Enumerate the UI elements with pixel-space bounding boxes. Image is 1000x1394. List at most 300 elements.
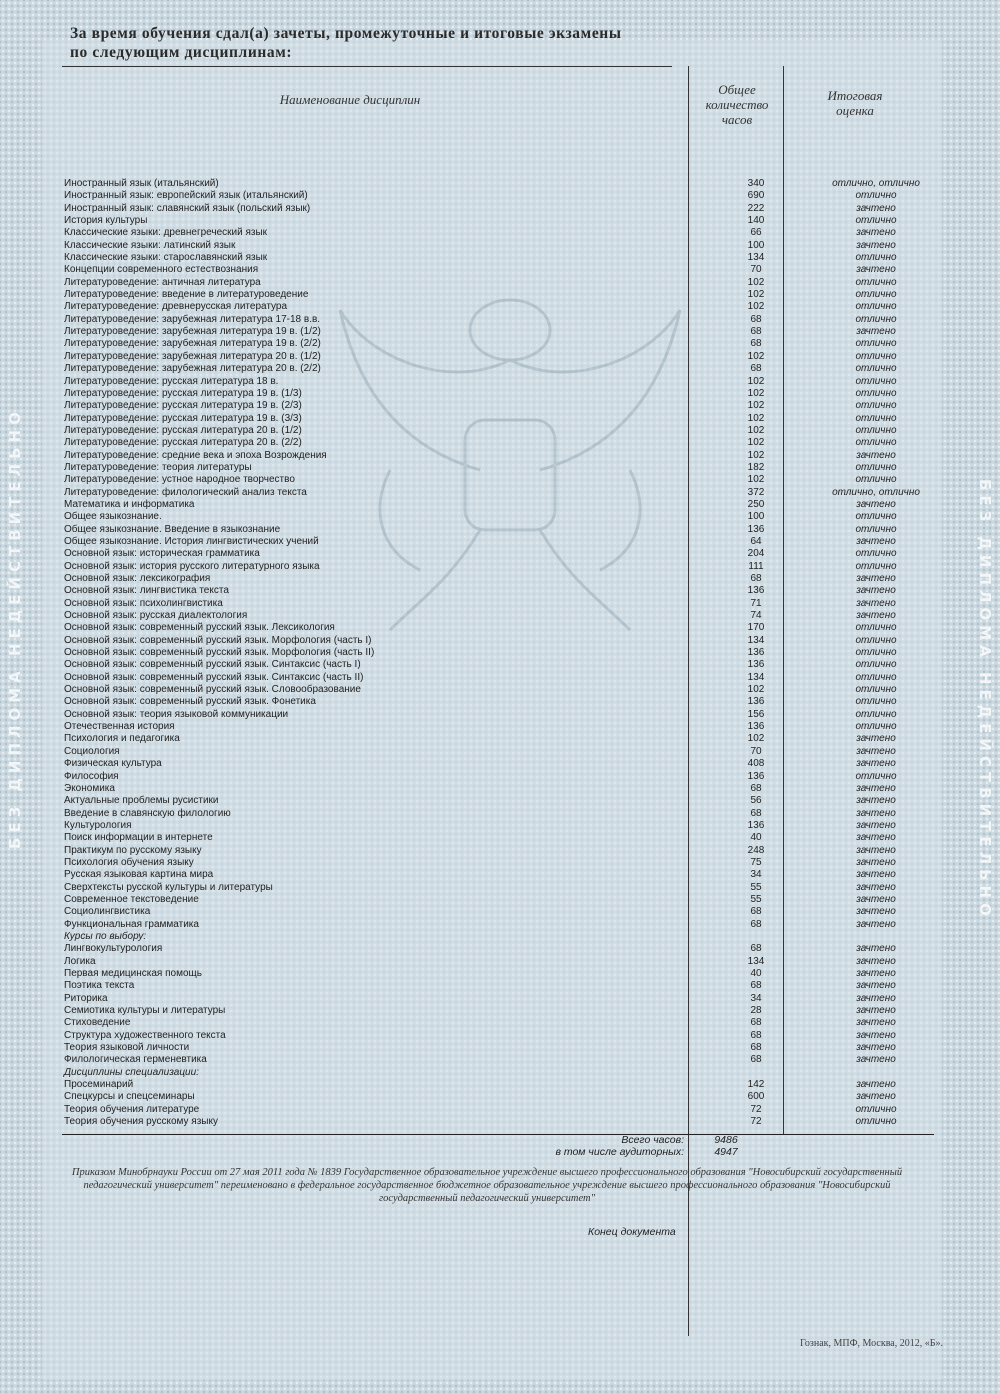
discipline-grade: отлично xyxy=(855,634,897,646)
discipline-hours: 102 xyxy=(747,437,765,449)
discipline-grade: зачтено xyxy=(856,1054,896,1066)
discipline-grade: зачтено xyxy=(856,326,896,338)
discipline-hours: 40 xyxy=(750,968,762,979)
discipline-grade: отлично xyxy=(855,647,897,659)
table-row xyxy=(64,968,924,980)
side-text-left: БЕЗ ДИПЛОМА НЕДЕЙСТВИТЕЛЬНО xyxy=(6,407,24,849)
renaming-footnote: Приказом Минобрнауки России от 27 мая 2011 года № 1839 Государственное образовательное учреждение высшего профессионального образования "Новосибирский государственный педагогический университет" переименовано в федеральное государственное бюджетное образовательное учреждение высшего профессионального образования "Новосибирский государственный педагогический университет" xyxy=(71,1167,903,1204)
table-row xyxy=(64,808,924,820)
discipline-name: Практикум по русскому языку xyxy=(64,844,202,856)
discipline-hours: 102 xyxy=(747,350,765,362)
discipline-name: Дисциплины специализации: xyxy=(64,1066,199,1078)
discipline-grade: зачтено xyxy=(856,610,896,622)
discipline-hours: 134 xyxy=(747,955,765,967)
discipline-name: Иностранный язык (итальянский) xyxy=(64,178,219,189)
discipline-name: Психология обучения языку xyxy=(64,856,194,868)
discipline-name: Культурология xyxy=(64,819,132,831)
discipline-name: Литературоведение: русская литература 19 в. (1/3) xyxy=(64,387,302,399)
discipline-hours: 156 xyxy=(747,708,765,720)
discipline-hours: 56 xyxy=(750,795,762,807)
discipline-hours: 70 xyxy=(750,745,762,757)
table-row xyxy=(64,190,924,202)
discipline-name: Структура художественного текста xyxy=(64,1029,226,1041)
discipline-hours: 136 xyxy=(747,523,765,535)
table-row xyxy=(64,585,924,597)
discipline-hours: 136 xyxy=(747,647,765,659)
discipline-name: Курсы по выбору: xyxy=(64,930,147,942)
table-row xyxy=(64,1017,924,1029)
table-row xyxy=(64,573,924,585)
discipline-grade: зачтено xyxy=(856,498,896,510)
table-row xyxy=(64,338,924,350)
discipline-name: Философия xyxy=(64,770,119,782)
discipline-name: Спецкурсы и спецсеминары xyxy=(64,1091,195,1103)
discipline-hours: 136 xyxy=(747,819,765,831)
discipline-name: Математика и информатика xyxy=(64,498,195,510)
page-title xyxy=(70,24,670,62)
discipline-hours: 140 xyxy=(747,215,765,227)
discipline-grade: зачтено xyxy=(856,980,896,992)
discipline-hours: 102 xyxy=(747,412,765,424)
discipline-grade: отлично xyxy=(855,400,897,412)
discipline-grade: отлично xyxy=(855,252,897,264)
table-row xyxy=(64,511,924,523)
table-row xyxy=(64,771,924,783)
end-of-document: Конец документа xyxy=(588,1226,676,1238)
discipline-grade: отлично xyxy=(855,424,897,436)
discipline-grade: отлично xyxy=(855,350,897,362)
discipline-grade: отлично xyxy=(855,474,897,486)
discipline-hours: 182 xyxy=(747,461,765,473)
section-heading-row xyxy=(64,1067,924,1079)
discipline-name: Актуальные проблемы русистики xyxy=(64,795,219,807)
table-row xyxy=(64,795,924,807)
table-row xyxy=(64,474,924,486)
discipline-name: Литературоведение: русская литература 20 в. (2/2) xyxy=(64,437,302,449)
discipline-hours: 100 xyxy=(747,511,765,523)
discipline-hours: 170 xyxy=(747,622,765,634)
discipline-hours: 408 xyxy=(747,758,765,770)
printer-imprint: Гознак, МПФ, Москва, 2012, «Б». xyxy=(800,1338,943,1349)
discipline-name: Поиск информации в интернете xyxy=(64,832,213,844)
discipline-grade: зачтено xyxy=(856,807,896,819)
discipline-name: Основной язык: русская диалектология xyxy=(64,610,248,622)
discipline-hours: 34 xyxy=(750,992,762,1004)
table-row xyxy=(64,561,924,573)
table-row xyxy=(64,252,924,264)
column-header-hours xyxy=(692,82,782,127)
discipline-grade: отлично xyxy=(855,1103,897,1115)
discipline-hours: 102 xyxy=(747,424,765,436)
table-row xyxy=(64,746,924,758)
discipline-name: Литературоведение: древнерусская литература xyxy=(64,301,288,313)
table-row xyxy=(64,733,924,745)
discipline-name: Классические языки: старославянский язык xyxy=(64,252,268,264)
discipline-name: Концепции современного естествознания xyxy=(64,264,259,276)
discipline-name: История культуры xyxy=(64,215,148,227)
table-row xyxy=(64,1104,924,1116)
discipline-hours: 136 xyxy=(747,659,765,671)
table-row xyxy=(64,178,924,190)
table-row xyxy=(64,956,924,968)
discipline-hours: 372 xyxy=(747,486,765,498)
discipline-name: Функциональная грамматика xyxy=(64,918,199,930)
discipline-name: Введение в славянскую филологию xyxy=(64,807,231,819)
discipline-name: Основной язык: современный русский язык. Словообразование xyxy=(64,684,361,696)
discipline-name: Лингвокультурология xyxy=(64,943,163,955)
discipline-name: Литературоведение: русская литература 19 в. (3/3) xyxy=(64,412,302,424)
discipline-grade: зачтено xyxy=(856,893,896,905)
discipline-grade: зачтено xyxy=(856,795,896,807)
discipline-name: Теория языковой личности xyxy=(64,1042,190,1054)
discipline-grade: зачтено xyxy=(856,992,896,1004)
discipline-grade: отлично xyxy=(855,437,897,449)
discipline-grade: отлично xyxy=(855,659,897,671)
discipline-grade: зачтено xyxy=(856,1079,896,1091)
table-row xyxy=(64,721,924,733)
discipline-hours: 68 xyxy=(750,1029,762,1041)
table-row xyxy=(64,783,924,795)
table-row xyxy=(64,425,924,437)
classroom-hours-label: в том числе аудиторных: xyxy=(555,1146,684,1158)
discipline-grade: отлично xyxy=(855,671,897,683)
discipline-grade: зачтено xyxy=(856,1091,896,1103)
discipline-grade: зачтено xyxy=(856,856,896,868)
discipline-grade: зачтено xyxy=(856,844,896,856)
discipline-grade: отлично xyxy=(855,684,897,696)
discipline-hours: 64 xyxy=(750,535,762,547)
discipline-hours: 102 xyxy=(747,289,765,301)
discipline-grade: отлично xyxy=(855,622,897,634)
discipline-grade: отлично xyxy=(855,190,897,202)
discipline-hours: 66 xyxy=(750,227,762,239)
table-row xyxy=(64,314,924,326)
discipline-hours: 134 xyxy=(747,671,765,683)
discipline-name: Классические языки: древнегреческий язык xyxy=(64,227,268,239)
discipline-name: Сверхтексты русской культуры и литературы xyxy=(64,881,273,893)
table-row xyxy=(64,289,924,301)
column-header-name: Наименование дисциплин xyxy=(279,92,421,107)
discipline-hours: 68 xyxy=(750,1054,762,1066)
discipline-name: Литературоведение: русская литература 18 в. xyxy=(64,375,279,387)
discipline-hours: 136 xyxy=(747,696,765,708)
discipline-hours: 55 xyxy=(750,893,762,905)
discipline-name: Литературоведение: русская литература 19 в. (2/3) xyxy=(64,400,302,412)
discipline-name: Основной язык: современный русский язык. Фонетика xyxy=(64,696,316,708)
table-row xyxy=(64,277,924,289)
discipline-hours: 134 xyxy=(747,634,765,646)
discipline-grade: отлично xyxy=(855,301,897,313)
discipline-hours: 102 xyxy=(747,733,765,745)
discipline-name: Теория обучения литературе xyxy=(64,1103,200,1115)
table-row xyxy=(64,709,924,721)
discipline-hours: 34 xyxy=(750,869,762,881)
table-row xyxy=(64,1030,924,1042)
hours-header-line: Общее xyxy=(718,82,756,97)
discipline-grade: зачтено xyxy=(856,869,896,881)
discipline-grade: зачтено xyxy=(856,1017,896,1029)
discipline-hours: 102 xyxy=(747,474,765,486)
discipline-hours: 68 xyxy=(750,338,762,350)
discipline-name: Литературоведение: теория литературы xyxy=(64,461,252,473)
discipline-name: Основной язык: современный русский язык. Лексикология xyxy=(64,622,335,634)
table-row xyxy=(64,524,924,536)
discipline-hours: 68 xyxy=(750,1017,762,1029)
discipline-name: Иностранный язык: европейский язык (итальянский) xyxy=(64,190,308,202)
table-row xyxy=(64,376,924,388)
table-row xyxy=(64,622,924,634)
discipline-grade: зачтено xyxy=(856,745,896,757)
discipline-hours: 142 xyxy=(747,1079,765,1091)
table-row xyxy=(64,598,924,610)
table-row xyxy=(64,672,924,684)
table-row xyxy=(64,610,924,622)
discipline-name: Основной язык: современный русский язык. Морфология (часть I) xyxy=(64,634,372,646)
discipline-grade: отлично xyxy=(855,511,897,523)
table-row xyxy=(64,240,924,252)
table-row xyxy=(64,845,924,857)
hours-header-line: часов xyxy=(721,112,753,127)
table-row xyxy=(64,758,924,770)
discipline-grade: отлично xyxy=(855,338,897,350)
table-row xyxy=(64,437,924,449)
discipline-grade: зачтено xyxy=(856,597,896,609)
header-underline xyxy=(62,66,672,67)
table-row xyxy=(64,536,924,548)
discipline-hours: 690 xyxy=(747,190,765,202)
discipline-name: Общее языкознание. Введение в языкознание xyxy=(64,523,281,535)
discipline-name: Основной язык: психолингвистика xyxy=(64,597,223,609)
discipline-hours: 134 xyxy=(747,252,765,264)
discipline-grade: зачтено xyxy=(856,758,896,770)
discipline-grade: зачтено xyxy=(856,1029,896,1041)
discipline-hours: 136 xyxy=(747,585,765,597)
discipline-grade: отлично xyxy=(855,289,897,301)
discipline-grade: отлично xyxy=(855,313,897,325)
discipline-grade: отлично xyxy=(855,721,897,733)
total-hours-label: Всего часов: xyxy=(621,1134,684,1146)
discipline-grade: зачтено xyxy=(856,585,896,597)
discipline-name: Первая медицинская помощь xyxy=(64,968,202,979)
discipline-hours: 71 xyxy=(750,597,762,609)
discipline-grade: отлично xyxy=(855,523,897,535)
discipline-name: Литературоведение: зарубежная литература 19 в. (1/2) xyxy=(64,326,321,338)
discipline-hours: 111 xyxy=(748,560,764,572)
discipline-grade: отлично xyxy=(855,770,897,782)
discipline-name: Риторика xyxy=(64,992,108,1004)
discipline-grade: зачтено xyxy=(856,449,896,461)
discipline-hours: 72 xyxy=(750,1103,762,1115)
table-row xyxy=(64,326,924,338)
discipline-grade: зачтено xyxy=(856,906,896,918)
table-row xyxy=(64,264,924,276)
discipline-name: Литературоведение: зарубежная литература 20 в. (2/2) xyxy=(64,363,321,375)
table-row xyxy=(64,906,924,918)
discipline-name: Литературоведение: филологический анализ текста xyxy=(64,486,307,498)
discipline-name: Иностранный язык: славянский язык (польский язык) xyxy=(64,202,311,214)
table-row xyxy=(64,882,924,894)
table-row xyxy=(64,1054,924,1066)
discipline-name: Теория обучения русскому языку xyxy=(64,1116,218,1128)
discipline-name: Стиховедение xyxy=(64,1017,131,1029)
discipline-name: Основной язык: лексикография xyxy=(64,573,211,584)
discipline-grade: зачтено xyxy=(856,227,896,239)
discipline-name: Основной язык: современный русский язык. Синтаксис (часть I) xyxy=(64,659,361,671)
table-row xyxy=(64,1042,924,1054)
discipline-name: Основной язык: современный русский язык. Морфология (часть II) xyxy=(64,647,375,659)
discipline-hours: 222 xyxy=(747,202,765,214)
discipline-name: Литературоведение: введение в литературоведение xyxy=(64,289,309,301)
discipline-grade: зачтено xyxy=(856,535,896,547)
table-row xyxy=(64,1005,924,1017)
table-row xyxy=(64,894,924,906)
discipline-grade: зачтено xyxy=(856,881,896,893)
totals-rule xyxy=(62,1134,934,1135)
table-row xyxy=(64,869,924,881)
grade-header-line: Итоговая xyxy=(827,88,883,103)
discipline-hours: 68 xyxy=(750,1042,762,1054)
discipline-hours: 136 xyxy=(747,721,765,733)
table-row xyxy=(64,363,924,375)
discipline-hours: 248 xyxy=(747,844,765,856)
table-row xyxy=(64,301,924,313)
discipline-name: Литературоведение: зарубежная литература 20 в. (1/2) xyxy=(64,350,321,362)
table-row xyxy=(64,351,924,363)
discipline-grade: зачтено xyxy=(856,264,896,276)
discipline-hours: 68 xyxy=(750,782,762,794)
section-heading-row xyxy=(64,931,924,943)
discipline-hours: 102 xyxy=(747,400,765,412)
discipline-name: Современное текстоведение xyxy=(64,893,199,905)
discipline-hours: 340 xyxy=(747,178,765,189)
discipline-name: Общее языкознание. История лингвистических учений xyxy=(64,535,319,547)
table-row xyxy=(64,696,924,708)
hours-header-line: количество xyxy=(705,97,769,112)
table-row xyxy=(64,635,924,647)
table-row xyxy=(64,857,924,869)
discipline-grade: отлично xyxy=(855,276,897,288)
discipline-hours: 75 xyxy=(750,856,762,868)
discipline-name: Классические языки: латинский язык xyxy=(64,239,236,251)
discipline-grade: зачтено xyxy=(856,968,896,979)
discipline-hours: 74 xyxy=(750,610,762,622)
discipline-grade: зачтено xyxy=(856,782,896,794)
discipline-name: Социолингвистика xyxy=(64,906,151,918)
discipline-grade: отлично xyxy=(855,696,897,708)
side-text-right: БЕЗ ДИПЛОМА НЕДЕЙСТВИТЕЛЬНО xyxy=(976,479,994,921)
discipline-name: Литературоведение: античная литература xyxy=(64,276,261,288)
discipline-name: Литературоведение: средние века и эпоха Возрождения xyxy=(64,449,327,461)
discipline-hours: 68 xyxy=(750,573,762,584)
table-row xyxy=(64,462,924,474)
discipline-hours: 102 xyxy=(747,449,765,461)
discipline-grade: отлично, отлично xyxy=(832,178,920,189)
discipline-hours: 136 xyxy=(747,770,765,782)
discipline-hours: 204 xyxy=(747,548,765,560)
column-header-grade xyxy=(790,88,920,118)
discipline-grade: зачтено xyxy=(856,1005,896,1017)
table-row xyxy=(64,400,924,412)
discipline-table xyxy=(64,178,924,1128)
table-row xyxy=(64,919,924,931)
discipline-grade: отлично xyxy=(855,461,897,473)
discipline-grade: зачтено xyxy=(856,918,896,930)
discipline-hours: 102 xyxy=(747,375,765,387)
discipline-grade: зачтено xyxy=(856,573,896,584)
discipline-name: Основной язык: теория языковой коммуникации xyxy=(64,708,289,720)
discipline-hours: 68 xyxy=(750,807,762,819)
discipline-grade: отлично xyxy=(855,1116,897,1128)
discipline-grade: отлично xyxy=(855,560,897,572)
table-row xyxy=(64,388,924,400)
discipline-name: Экономика xyxy=(64,782,115,794)
table-row xyxy=(64,215,924,227)
title-line-2: по следующим дисциплинам: xyxy=(70,44,293,61)
table-row xyxy=(64,684,924,696)
table-row xyxy=(64,227,924,239)
discipline-hours: 70 xyxy=(750,264,762,276)
discipline-grade: отлично xyxy=(855,548,897,560)
table-row xyxy=(64,1091,924,1103)
discipline-name: Психология и педагогика xyxy=(64,733,180,745)
discipline-name: Просеминарий xyxy=(64,1079,134,1091)
discipline-grade: зачтено xyxy=(856,1042,896,1054)
discipline-name: Физическая культура xyxy=(64,758,162,770)
discipline-grade: отлично, отлично xyxy=(832,486,920,498)
discipline-hours: 40 xyxy=(750,832,762,844)
discipline-hours: 55 xyxy=(750,881,762,893)
discipline-grade: отлично xyxy=(855,708,897,720)
discipline-grade: отлично xyxy=(855,412,897,424)
title-line-1: За время обучения сдал(а) зачеты, промежуточные и итоговые экзамены xyxy=(70,25,622,42)
discipline-grade: зачтено xyxy=(856,733,896,745)
discipline-grade: отлично xyxy=(855,215,897,227)
discipline-hours: 28 xyxy=(750,1005,762,1017)
discipline-hours: 68 xyxy=(750,906,762,918)
discipline-hours: 250 xyxy=(747,498,765,510)
table-row xyxy=(64,450,924,462)
discipline-name: Основной язык: современный русский язык. Синтаксис (часть II) xyxy=(64,671,364,683)
discipline-name: Литературоведение: русская литература 20 в. (1/2) xyxy=(64,424,302,436)
discipline-grade: зачтено xyxy=(856,239,896,251)
table-row xyxy=(64,820,924,832)
discipline-grade: зачтено xyxy=(856,819,896,831)
discipline-name: Литературоведение: зарубежная литература 19 в. (2/2) xyxy=(64,338,321,350)
discipline-hours: 600 xyxy=(747,1091,765,1103)
discipline-name: Социология xyxy=(64,745,120,757)
discipline-hours: 100 xyxy=(747,239,765,251)
table-row xyxy=(64,413,924,425)
table-row xyxy=(64,1079,924,1091)
grade-header-line: оценка xyxy=(836,103,874,118)
table-row xyxy=(64,487,924,499)
table-row xyxy=(64,1116,924,1128)
discipline-hours: 68 xyxy=(750,980,762,992)
discipline-grade: зачтено xyxy=(856,943,896,955)
table-row xyxy=(64,659,924,671)
table-row xyxy=(64,943,924,955)
discipline-hours: 102 xyxy=(747,387,765,399)
table-row xyxy=(64,980,924,992)
discipline-name: Русская языковая картина мира xyxy=(64,869,214,881)
discipline-hours: 68 xyxy=(750,363,762,375)
discipline-hours: 68 xyxy=(750,313,762,325)
classroom-hours-value: 4947 xyxy=(714,1146,738,1158)
discipline-name: Поэтика текста xyxy=(64,980,135,992)
discipline-hours: 68 xyxy=(750,918,762,930)
discipline-hours: 102 xyxy=(747,276,765,288)
discipline-name: Основной язык: историческая грамматика xyxy=(64,548,260,560)
